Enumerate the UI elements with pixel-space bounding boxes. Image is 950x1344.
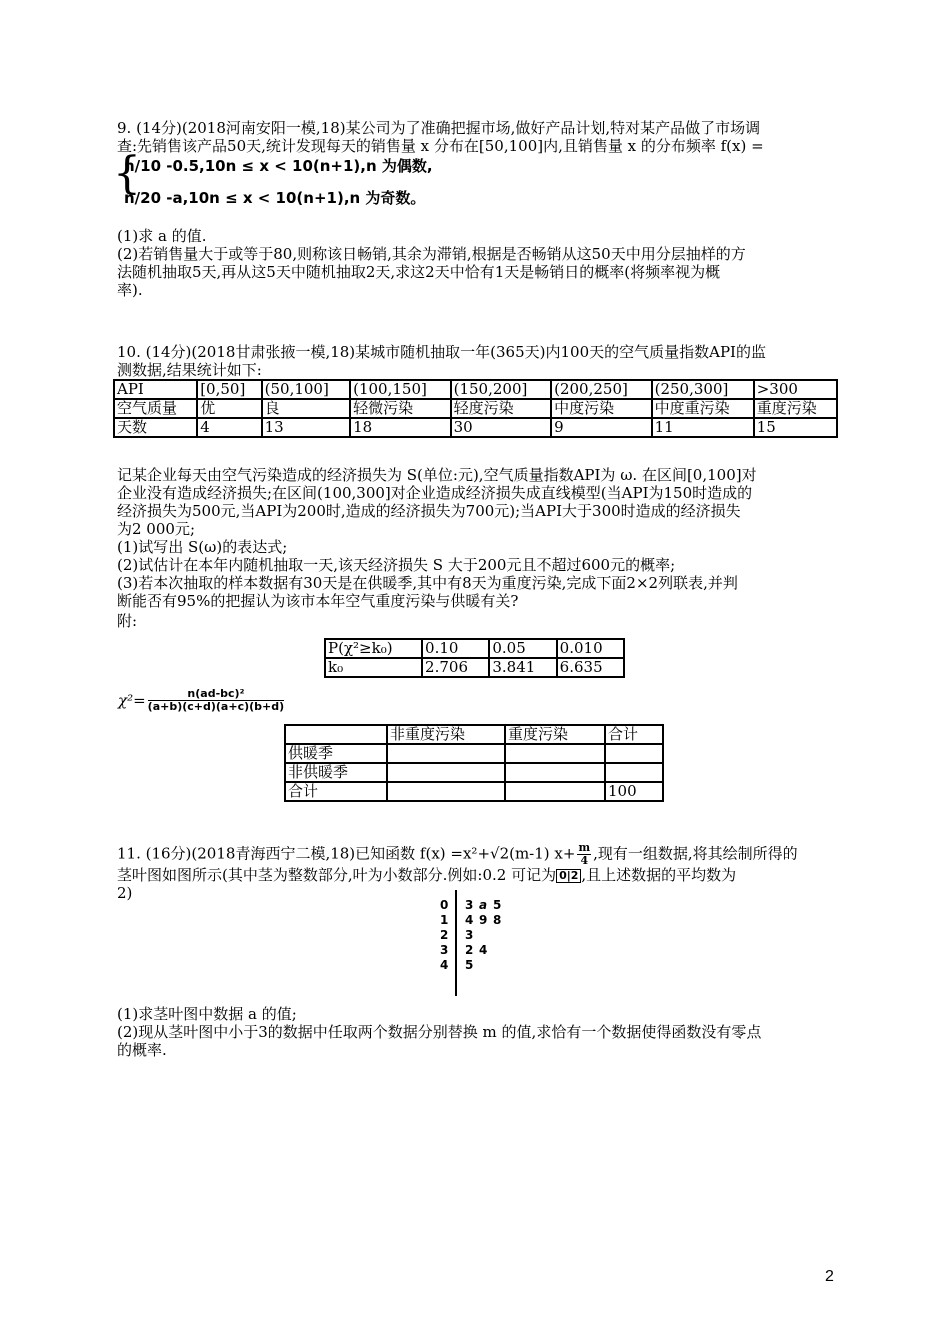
q9-line2: 查:先销售该产品50天,统计发现每天的销售量 x 分布在[50,100]内,且销售量 x 的分布频率 f(x) = — [117, 137, 764, 155]
q11-sub2-line1: (2)现从茎叶图中小于3的数据中任取两个数据分别替换 m 的值,求恰有一个数据使得函数没有零点 — [117, 1023, 762, 1041]
table-row — [285, 782, 663, 801]
table-cell — [505, 782, 605, 801]
q9-brace: { — [113, 148, 141, 199]
table-cell: k₀ — [325, 658, 422, 677]
table-cell: (200,250] — [551, 380, 652, 399]
critical-value-table — [324, 638, 625, 678]
table-cell: 轻度污染 — [451, 399, 552, 418]
table-cell: (50,100] — [262, 380, 350, 399]
table-row — [285, 725, 663, 744]
chi-numerator: n(ad-bc)² — [148, 688, 284, 701]
stem-value: 4 — [440, 958, 449, 972]
q9-case1: n/10 -0.5,10n ≤ x < 10(n+1),n 为偶数, — [124, 157, 433, 175]
table-cell: 合计 — [605, 725, 663, 744]
table-row — [114, 380, 837, 399]
leaf-value: 9 — [479, 913, 488, 927]
table-cell: 0.05 — [489, 639, 556, 658]
table-cell: 非供暖季 — [285, 763, 387, 782]
stem-row — [440, 913, 507, 928]
leaf-value: 5 — [493, 898, 502, 912]
exponent-denominator: 4 — [580, 854, 589, 867]
q9-line1: 9. (14分)(2018河南安阳一模,18)某公司为了准确把握市场,做好产品计划,特对某产品做了市场调 — [117, 119, 761, 137]
table-cell: 供暖季 — [285, 744, 387, 763]
table-cell — [387, 782, 505, 801]
table-row — [325, 639, 624, 658]
leaf-value: 2 — [465, 943, 474, 957]
table-row — [114, 399, 837, 418]
q11-line2 — [117, 866, 736, 884]
table-row — [285, 744, 663, 763]
table-cell: 中度重污染 — [652, 399, 754, 418]
table-row — [285, 763, 663, 782]
table-cell: 6.635 — [557, 658, 624, 677]
table-cell: 18 — [350, 418, 451, 437]
table-cell: 合计 — [285, 782, 387, 801]
table-cell: 11 — [652, 418, 754, 437]
chi-square-formula — [118, 688, 286, 713]
leaf-value: a — [479, 898, 488, 912]
table-cell: 4 — [197, 418, 261, 437]
table-cell: 0.10 — [422, 639, 489, 658]
chi-label: χ²= — [118, 691, 146, 710]
q10-p4: 为2 000元; — [117, 520, 195, 538]
q10-sub2: (2)试估计在本年内随机抽取一天,该天经济损失 S 大于200元且不超过600元的概率; — [117, 556, 676, 574]
table-cell: 100 — [605, 782, 663, 801]
table-cell: (150,200] — [451, 380, 552, 399]
leaf-value: 5 — [465, 958, 474, 972]
table-cell: 中度污染 — [551, 399, 652, 418]
stem-value: 0 — [440, 898, 449, 912]
leaf-value: 4 — [479, 943, 488, 957]
table-cell: 良 — [262, 399, 350, 418]
table-cell: 优 — [197, 399, 261, 418]
stem-value: 1 — [440, 913, 449, 927]
q9-sub2-line1: (2)若销售量大于或等于80,则称该日畅销,其余为滞销,根据是否畅销从这50天中用分层抽样的方 — [117, 245, 746, 263]
appendix-label: 附: — [117, 612, 138, 630]
q9-sub2-line3: 率). — [117, 281, 143, 299]
leaf-value: 3 — [465, 928, 474, 942]
table-cell — [285, 725, 387, 744]
chi-denominator: (a+b)(c+d)(a+c)(b+d) — [147, 700, 285, 713]
stem-row — [440, 898, 507, 913]
exponent-numerator: m — [578, 841, 591, 854]
q10-p3: 经济损失为500元,当API为200时,造成的经济损失为700元);当API大于300时造成的经济损失 — [117, 502, 741, 520]
table-cell: 空气质量 — [114, 399, 197, 418]
table-cell: 2.706 — [422, 658, 489, 677]
table-cell: 30 — [451, 418, 552, 437]
leaf-value: 8 — [493, 913, 502, 927]
q11-line3: 2) — [117, 884, 133, 902]
table-cell: (100,150] — [350, 380, 451, 399]
table-row — [114, 418, 837, 437]
q9-case2: n/20 -a,10n ≤ x < 10(n+1),n 为奇数。 — [124, 189, 426, 207]
q9-sub1: (1)求 a 的值. — [117, 227, 207, 245]
stem-leaf-example: 0|2 — [556, 869, 581, 883]
table-cell: 9 — [551, 418, 652, 437]
table-cell — [505, 763, 605, 782]
api-table — [113, 379, 838, 438]
q11-line1 — [117, 842, 798, 867]
table-cell: 非重度污染 — [387, 725, 505, 744]
table-cell — [605, 763, 663, 782]
leaf-value: 3 — [465, 898, 474, 912]
q10-sub1: (1)试写出 S(ω)的表达式; — [117, 538, 288, 556]
table-cell: 轻微污染 — [350, 399, 451, 418]
table-cell — [387, 763, 505, 782]
table-cell: 重度污染 — [505, 725, 605, 744]
page-number: 2 — [825, 1268, 834, 1285]
q11-line2-text: 茎叶图如图所示(其中茎为整数部分,叶为小数部分.例如:0.2 可记为 — [117, 866, 557, 884]
stem-row — [440, 928, 507, 943]
q10-line1: 10. (14分)(2018甘肃张掖一模,18)某城市随机抽取一年(365天)内100天的空气质量指数API的监 — [117, 343, 766, 361]
leaf-value: 4 — [465, 913, 474, 927]
table-cell: [0,50] — [197, 380, 261, 399]
table-row — [325, 658, 624, 677]
q9-sub2-line2: 法随机抽取5天,再从这5天中随机抽取2天,求这2天中恰有1天是畅销日的概率(将频率视为概 — [117, 263, 721, 281]
table-cell: (250,300] — [652, 380, 754, 399]
table-cell — [387, 744, 505, 763]
table-cell: 3.841 — [489, 658, 556, 677]
q11-sub2-line2: 的概率. — [117, 1041, 167, 1059]
q10-p2: 企业没有造成经济损失;在区间(100,300]对企业造成经济损失成直线模型(当API为150时造成的 — [117, 484, 753, 502]
stem-row — [440, 958, 507, 973]
stem-value: 2 — [440, 928, 449, 942]
table-cell: API — [114, 380, 197, 399]
q10-sub3-line2: 断能否有95%的把握认为该市本年空气重度污染与供暖有关? — [117, 592, 519, 610]
stem-value: 3 — [440, 943, 449, 957]
stem-leaf-plot — [440, 898, 507, 973]
table-cell: 13 — [262, 418, 350, 437]
q10-sub3-line1: (3)若本次抽取的样本数据有30天是在供暖季,其中有8天为重度污染,完成下面2×2列联表,并判 — [117, 574, 738, 592]
q11-line2-tail: ,且上述数据的平均数为 — [581, 866, 737, 884]
table-cell: 0.010 — [557, 639, 624, 658]
contingency-table — [284, 724, 664, 802]
stem-row — [440, 943, 507, 958]
table-cell: 重度污染 — [754, 399, 837, 418]
table-cell: 天数 — [114, 418, 197, 437]
table-cell — [505, 744, 605, 763]
table-cell — [605, 744, 663, 763]
table-cell: P(χ²≥k₀) — [325, 639, 422, 658]
q10-line2: 测数据,结果统计如下: — [117, 361, 262, 379]
table-cell: >300 — [754, 380, 837, 399]
q11-sub1: (1)求茎叶图中数据 a 的值; — [117, 1005, 297, 1023]
q11-line1-text: 11. (16分)(2018青海西宁二模,18)已知函数 f(x) =x²+√2(m-1) x+ — [117, 844, 576, 863]
q10-p1: 记某企业每天由空气污染造成的经济损失为 S(单位:元),空气质量指数API为 ω. 在区间[0,100]对 — [117, 466, 757, 484]
table-cell: 15 — [754, 418, 837, 437]
q11-line1-tail: ,现有一组数据,将其绘制所得的 — [593, 844, 798, 863]
